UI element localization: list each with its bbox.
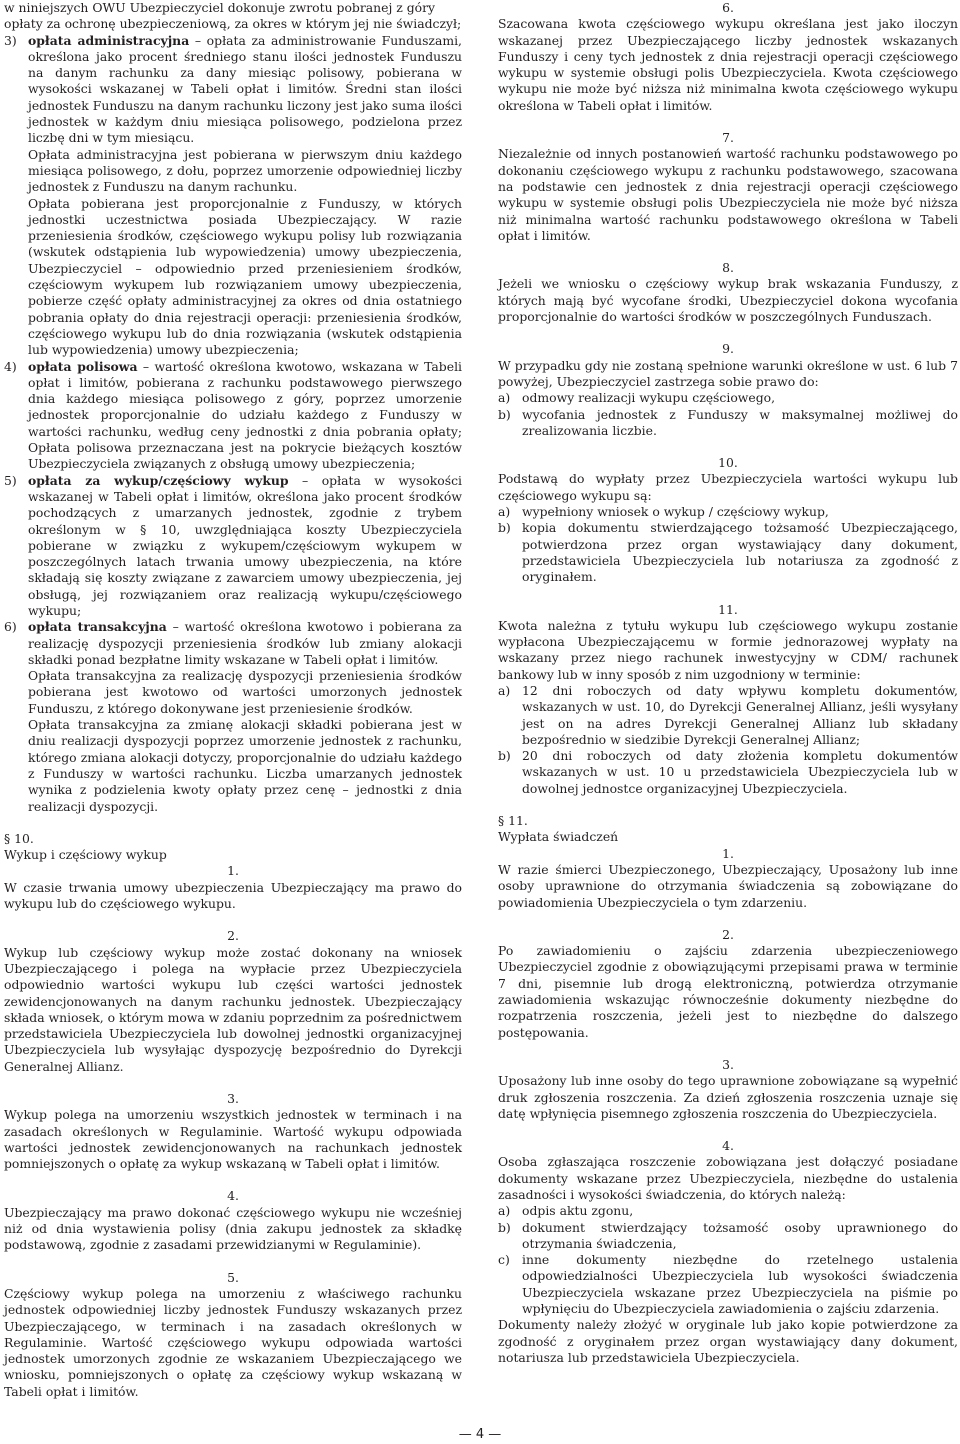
list-item-4 (4, 359, 462, 473)
clause-text: Ubezpieczający ma prawo dokonać częściowego wykupu nie wcześniej niż od dnia wystawienia polisy (dnia zakupu jednostek za składkę podstawową, zgodnie z zasadami przewidzianymi w Regulaminie). (4, 1204, 462, 1253)
sub-item (498, 520, 958, 585)
list-marker: c) (498, 1252, 510, 1268)
paragraph: Opłata transakcyjna za zmianę alokacji składki pobierana jest w dniu realizacji dyspozycji poprzez umorzenie jednostek z rachunku, którego zmiana alokacji dotyczy, proporcjonalnie do udziału każdego z Funduszy w wartości rachunku. Liczba umarzanych jednostek wynika z podzielenia kwoty opłaty przez cenę – jednostki z dnia realizacji dyspozycji. (28, 717, 462, 814)
clause-number: 9. (722, 341, 734, 357)
list-marker: a) (498, 390, 511, 406)
sub-item (498, 683, 958, 748)
clause-number: 1. (722, 845, 734, 861)
list-item-6 (4, 619, 462, 815)
list-marker: b) (498, 1219, 511, 1235)
list-marker: a) (498, 1203, 511, 1219)
clause-number: 1. (227, 863, 239, 879)
list-marker: b) (498, 406, 511, 422)
clause-text: Wykup polega na umorzeniu wszystkich jednostek w terminach i na zasadach określonych w Regulaminie. Wartość wykupu odpowiada wartości jednostek zewidencjonowanych na rachunkach jednostek pomniejszonych o opłatę za wykup wskazaną w Tabeli opłat i limitów. (4, 1107, 462, 1172)
clause-number: 6. (722, 0, 734, 15)
section-title: Wypłata świadczeń (498, 829, 619, 845)
clause-number: 3. (227, 1091, 239, 1106)
list-marker: 3) (4, 32, 17, 48)
sub-item-text: wycofania jednostek z Funduszy w maksymalnej możliwej do zrealizowania liczbie. (522, 406, 958, 438)
sub-item (498, 407, 958, 440)
clause-number: 7. (722, 130, 734, 146)
paragraph: Opłata administracyjna jest pobierana w pierwszym dniu każdego miesiąca polisowego, z dołu, poprzez umorzenie odpowiedniej liczby jednostek z Funduszu na danym rachunku. (28, 146, 462, 195)
clause-number: 2. (227, 928, 239, 944)
term-text: – wartość określona kwotowo i pobierana za realizację dyspozycji przeniesienia środków lub zmiany alokacji składki ponad bezpłatne limity wskazane w Tabeli opłat i limitów. (28, 619, 462, 667)
left-column (4, 0, 462, 1400)
clause-number: 5. (227, 1269, 239, 1285)
sub-item (498, 390, 958, 406)
clause-number: 4. (227, 1188, 239, 1204)
paragraph: Opłata pobierana jest proporcjonalnie z Funduszy, w których jednostki uczestnictwa posiada Ubezpieczający. W razie przeniesienia środków, częściowego wykupu polisy lub rozwiązania (wskutek odstąpienia lub wypowiedzenia) umowy ubezpieczenia, Ubezpieczyciel – odpowiednio przed przeniesieniem środków, częściowym wykupem lub rozwiązaniem umowy ubezpieczenia, pobierze część opłaty administracyjnej za okres od dnia ostatniego pobrania opłaty do dnia rejestracji operacji: przeniesienia środków, częściowego wykupu lub do dnia rozwiązania (wskutek odstąpienia lub wypowiedzenia) umowy ubezpieczenia; (28, 195, 462, 358)
list-marker: 4) (4, 358, 17, 374)
list-marker: b) (498, 748, 511, 764)
clause-text: W przypadku gdy nie zostaną spełnione warunki określone w ust. 6 lub 7 powyżej, Ubezpieczyciel zastrzega sobie prawo do: (498, 357, 958, 389)
closing-paragraph: Dokumenty należy złożyć w oryginale lub jako kopie potwierdzone za zgodność z oryginałem przez organ wystawiający dany dokument, notariusza lub przedstawiciela Ubezpieczyciela. (498, 1317, 958, 1365)
section-number: § 11. (498, 813, 528, 829)
section-title: Wykup i częściowy wykup (4, 847, 167, 863)
clause-text: Jeżeli we wniosku o częściowy wykup brak wskazania Funduszy, z których mają być wycofane środki, Ubezpieczyciel dokona wycofania proporcjonalnie do wartości środków w poszczególnych Funduszach. (498, 276, 958, 325)
clause-text: Uposażony lub inne osoby do tego uprawnione zobowiązane są wypełnić druk zgłoszenia roszczenia. Za dzień zgłoszenia roszczenia uznaje się datę wpłynięcia pisemnego zgłoszenia roszczenia do Ubezpieczyciela. (498, 1073, 958, 1121)
clause-number: 3. (722, 1056, 734, 1072)
sub-item-text: 20 dni roboczych od daty złożenia kompletu dokumentów wskazanych w ust. 10 u przedstawiciela Ubezpieczyciela lub w dowolnej jednostce organizacyjnej Ubezpieczyciela. (522, 748, 958, 796)
sub-item-text: inne dokumenty niezbędne do rzetelnego ustalenia odpowiedzialności Ubezpieczyciela lub wysokości świadczenia Ubezpieczyciela wskazane przez Ubezpieczyciela na piśmie po wpłynięciu do Ubezpieczyciela zawiadomienia o zajściu zdarzenia. (522, 1252, 958, 1317)
sub-item (498, 504, 958, 520)
term-text: – opłata za administrowanie Funduszami, określona jako procent średniego stanu ilości jednostek Funduszu na danym rachunku za dany miesiąc polisowy, pobierana w wysokości wskazanej w Tabeli opłat i limitów. Średni stan ilości jednostek Funduszu na danym rachunku liczony jest jako suma ilości jednostek w każdym dniu miesiąca polisowego, podzielona przez liczbę dni w tym miesiącu. (28, 32, 462, 146)
clause-text: Częściowy wykup polega na umorzeniu z właściwego rachunku jednostek odpowiedniej liczby jednostek Funduszy wskazanych przez Ubezpieczającego, w terminach i na zasadach określonych w Regulaminie. Wartość częściowego wykupu odpowiada wartości jednostek umorzonych zgodnie ze wskazaniem Ubezpieczającego we wniosku, pomniejszonych o opłatę za częściowy wykup wskazaną w Tabeli opłat i limitów. (4, 1285, 462, 1399)
sub-item (498, 1220, 958, 1253)
section-number: § 10. (4, 830, 34, 846)
term-bold: opłata transakcyjna (28, 619, 167, 635)
list-marker: a) (498, 504, 511, 520)
sub-item-text: odmowy realizacji wykupu częściowego, (522, 390, 776, 406)
list-item-5 (4, 473, 462, 620)
clause-text: Po zawiadomieniu o zajściu zdarzenia ubezpieczeniowego Ubezpieczyciel zgodnie z obowiązującymi przepisami prawa w terminie 7 dni, pisemnie lub drogą elektroniczną, potwierdza otrzymanie zawiadomienia wskazując równocześnie dokumenty niezbędne do rozpatrzenia roszczenia, jeżeli jest to niezbędne do dalszego postępowania. (498, 943, 958, 1040)
sub-item (498, 748, 958, 797)
term-bold: opłata administracyjna (28, 32, 190, 48)
sub-item-text: wypełniony wniosek o wykup / częściowy wykup, (522, 504, 829, 520)
right-column (498, 0, 958, 1366)
clause-text: Kwota należna z tytułu wykupu lub częściowego wykupu zostanie wypłacona Ubezpieczającemu w formie jednorazowej wypłaty na wskazany przez niego rachunek inwestycyjny w CDM/ rachunek bankowy lub w inny sposób z nim uzgodniony w terminie: (498, 617, 958, 682)
clause-text: W czasie trwania umowy ubezpieczenia Ubezpieczający ma prawo do wykupu lub do częściowego wykupu. (4, 879, 462, 912)
intro-line-2: opłaty za ochronę ubezpieczeniową, za okres w którym jej nie świadczył; (4, 16, 462, 32)
sub-item-text: kopia dokumentu stwierdzającego tożsamość Ubezpieczającego, potwierdzona przez organ wystawiający dany dokument, przedstawiciela Ubezpieczyciela lub notariusza za zgodność z oryginałem. (522, 520, 958, 585)
clause-text: W razie śmierci Ubezpieczonego, Ubezpieczający, Uposażony lub inne osoby uprawnione do otrzymania świadczenia są zobowiązane do powiadomienia Ubezpieczyciela o tym zdarzeniu. (498, 861, 958, 910)
page-number: — 4 — (458, 1427, 502, 1442)
list-item-3 (4, 33, 462, 359)
clause-text: Wykup lub częściowy wykup może zostać dokonany na wniosek Ubezpieczającego i polega na wypłacie przez Ubezpieczyciela odpowiednio wartości wykupu lub części wartości jednostek zewidencjonowanych na danym rachunku jednostek. Ubezpieczający składa wniosek, o którym mowa w zdaniu poprzednim za pośrednictwem przedstawiciela Ubezpieczyciela lub dowolnej jednostki organizacyjnej Ubezpieczyciela lub wysyłając dyspozycję bezpośrednio do Dyrekcji Generalnej Allianz. (4, 944, 462, 1074)
clause-number: 11. (718, 601, 738, 617)
clause-text: Szacowana kwota częściowego wykupu określana jest jako iloczyn wskazanej przez Ubezpieczającego liczby jednostek wskazanych Funduszy i ceny tych jednostek z dnia rejestracji operacji częściowego wykupu w systemie obsługi polis Ubezpieczyciela. Kwota częściowego wykupu nie może być niższa niż minimalna kwota częściowego wykupu określona w Tabeli opłat i limitów. (498, 16, 958, 113)
clause-text: Niezależnie od innych postanowień wartość rachunku podstawowego po dokonaniu częściowego wykupu z rachunku podstawowego, szacowana na podstawie cen jednostek z dnia rejestracji operacji częściowego wykupu w systemie obsługi polis Ubezpieczyciela nie może być niższa niż minimalna wartość rachunku podstawowego określona w Tabeli opłat i limitów. (498, 146, 958, 243)
list-marker: 5) (4, 472, 17, 488)
term-bold: opłata za wykup/częściowy wykup (28, 472, 289, 488)
sub-item (498, 1203, 958, 1219)
list-marker: a) (498, 682, 511, 698)
list-marker: b) (498, 520, 511, 536)
clause-text: Osoba zgłaszająca roszczenie zobowiązana jest dołączyć posiadane dokumenty wskazane przez Ubezpieczyciela, niezbędne do ustalenia zasadności i wysokości świadczenia, do których należą: (498, 1154, 958, 1202)
clause-number: 10. (718, 455, 738, 471)
sub-item-text: 12 dni roboczych od daty wpływu kompletu dokumentów, wskazanych w ust. 10, do Dyrekcji Generalnej Allianz, jeśli wysyłany jest on na adres Dyrekcji Generalnej Allianz lub składany bezpośrednio w siedzibie Dyrekcji Generalnej Allianz; (522, 682, 958, 747)
sub-item-text: odpis aktu zgonu, (522, 1203, 634, 1219)
sub-item (498, 1252, 958, 1317)
sub-item-text: dokument stwierdzający tożsamość osoby uprawnionego do otrzymania świadczenia, (522, 1219, 958, 1251)
clause-text: Podstawą do wypłaty przez Ubezpieczyciela wartości wykupu lub częściowego wykupu są: (498, 471, 958, 503)
list-marker: 6) (4, 619, 17, 635)
intro-line-1: w niniejszych OWU Ubezpieczyciel dokonuje zwrotu pobranej z góry (4, 0, 436, 15)
term-text: – opłata w wysokości wskazanej w Tabeli opłat i limitów, określona jako procent środków pochodzących z umarzanych jednostek, zgodnie z trybem określonym w § 10, uwzględniająca koszty Ubezpieczyciela pobierane w związku z wykupem/częściowym wykupem w poszczególnych latach trwania umowy ubezpieczenia, na które składają się koszty związane z zawarciem umowy ubezpieczenia, jej obsługą, jej rozwiązaniem oraz realizacją wykupu/częściowego wykupu; (28, 472, 463, 618)
term-text: – wartość określona kwotowo, wskazana w Tabeli opłat i limitów, pobierana z rachunku podstawowego pierwszego dnia każdego miesiąca polisowego z góry, poprzez umorzenie jednostek proporcjonalnie do udziału każdego z Funduszy w wartości rachunku, według ceny jednostki z dnia pobrania opłaty; Opłata polisowa przeznaczana jest na pokrycie bieżących kosztów Ubezpieczyciela związanych z obsługą umowy ubezpieczenia; (28, 358, 463, 472)
clause-number: 4. (722, 1138, 734, 1154)
term-bold: opłata polisowa (28, 358, 138, 374)
clause-number: 8. (722, 260, 734, 276)
clause-number: 2. (722, 926, 734, 942)
paragraph: Opłata transakcyjna za realizację dyspozycji przeniesienia środków pobierana jest kwotowo od wartości umorzonych jednostek Funduszu, z którego dokonywane jest przeniesienie środków. (28, 668, 462, 716)
